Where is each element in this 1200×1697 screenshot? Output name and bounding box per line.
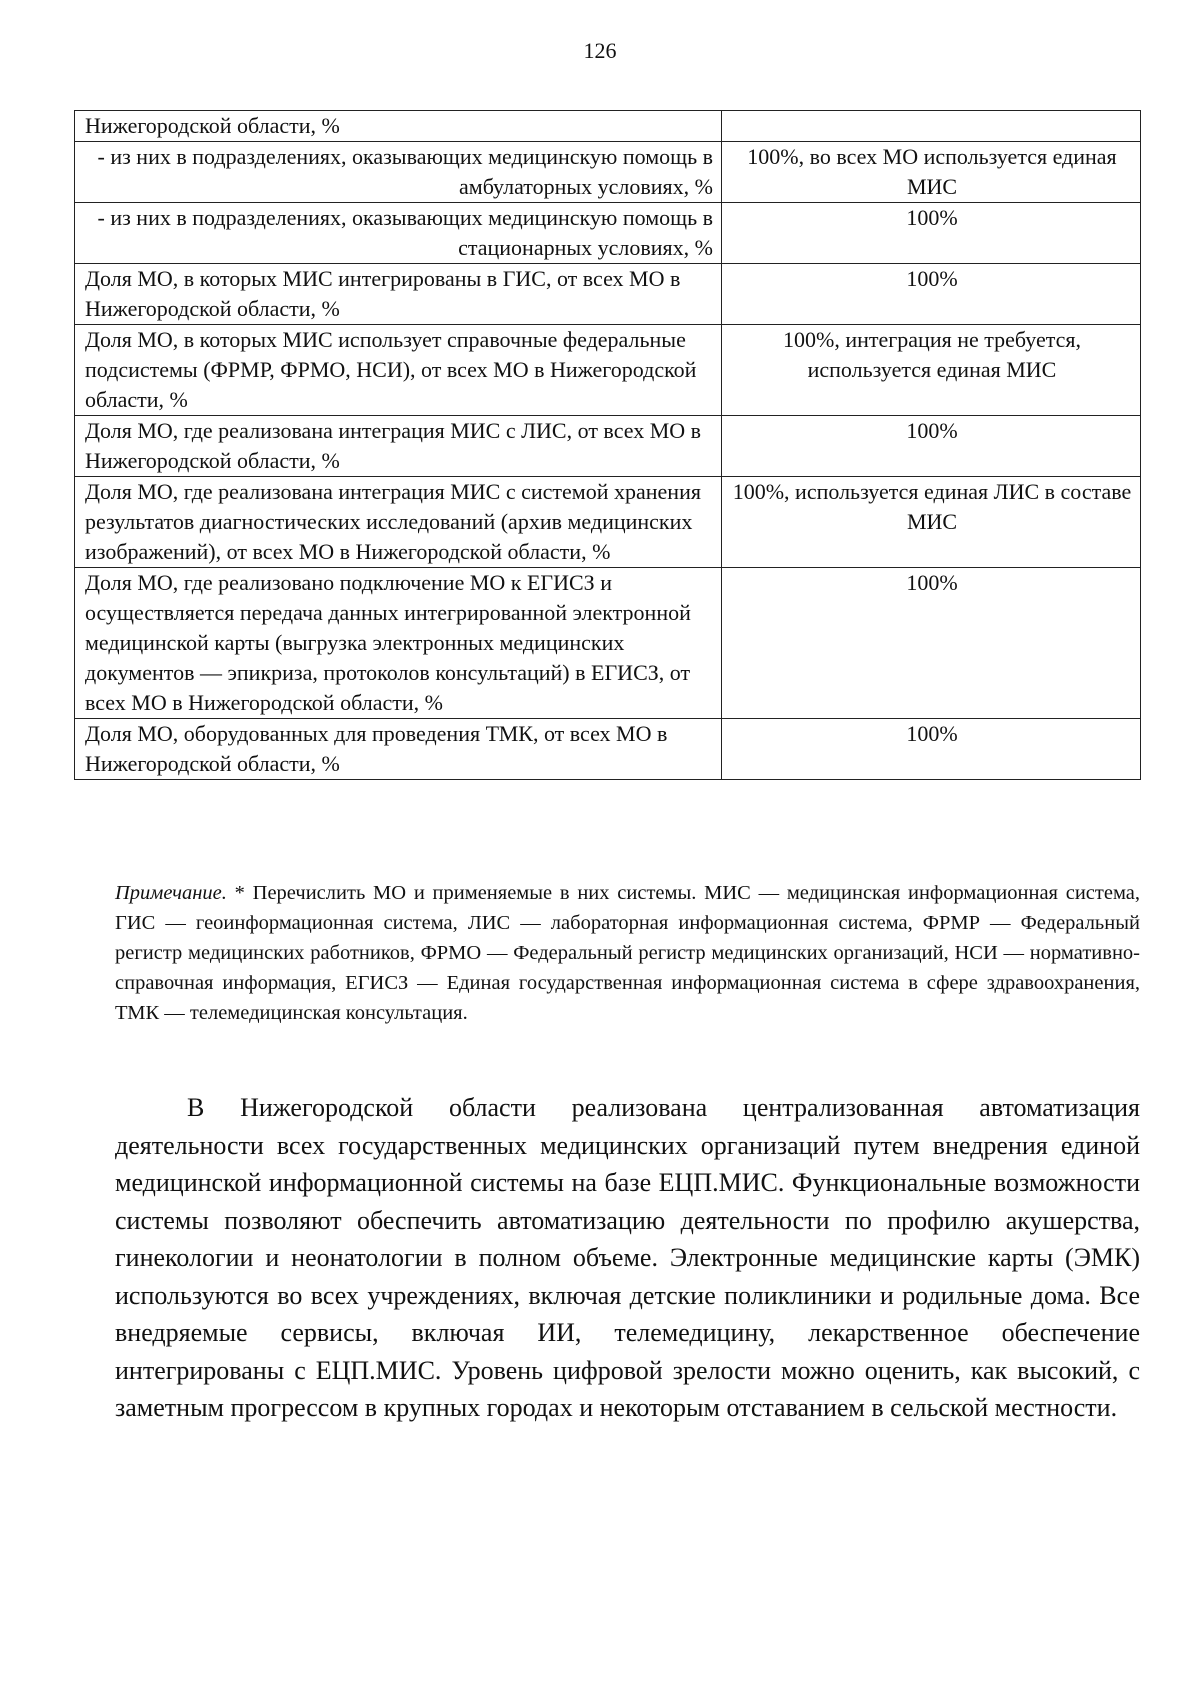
value-cell: 100% — [722, 719, 1141, 780]
value-cell: 100% — [722, 568, 1141, 719]
page-number: 126 — [583, 38, 617, 63]
value-cell: 100%, во всех МО используется единая МИС — [722, 142, 1141, 203]
indicator-cell: Нижегородской области, % — [75, 111, 722, 142]
indicators-table — [74, 110, 1141, 780]
indicator-cell: Доля МО, где реализована интеграция МИС с ЛИС, от всех МО в Нижегородской области, % — [75, 416, 722, 477]
indicator-cell: Доля МО, оборудованных для проведения ТМК, от всех МО в Нижегородской области, % — [75, 719, 722, 780]
indicator-cell: Доля МО, в которых МИС интегрированы в ГИС, от всех МО в Нижегородской области, % — [75, 264, 722, 325]
value-cell: 100% — [722, 264, 1141, 325]
table-row — [75, 719, 1141, 780]
indicator-cell: - из них в подразделениях, оказывающих медицинскую помощь в стационарных условиях, % — [75, 203, 722, 264]
indicator-cell: Доля МО, где реализовано подключение МО к ЕГИСЗ и осуществляется передача данных интегрированной электронной медицинской карты (выгрузка электронных медицинских документов — эпикриза, протоколов консультаций) в ЕГИСЗ, от всех МО в Нижегородской области, % — [75, 568, 722, 719]
table-row — [75, 416, 1141, 477]
table-row — [75, 325, 1141, 416]
value-cell: 100%, интеграция не требуется, используется единая МИС — [722, 325, 1141, 416]
table-row — [75, 568, 1141, 719]
table-row — [75, 203, 1141, 264]
value-cell: 100%, используется единая ЛИС в составе МИС — [722, 477, 1141, 568]
value-cell: 100% — [722, 203, 1141, 264]
note-label: Примечание. — [115, 882, 227, 904]
indicator-cell: Доля МО, в которых МИС использует справочные федеральные подсистемы (ФРМР, ФРМО, НСИ), от всех МО в Нижегородской области, % — [75, 325, 722, 416]
table-note — [115, 878, 1140, 1028]
table-row — [75, 142, 1141, 203]
body-paragraph: В Нижегородской области реализована централизованная автоматизация деятельности всех государственных медицинских организаций путем внедрения единой медицинской информационной системы на базе ЕЦП.МИС. Функциональные возможности системы позволяют обеспечить автоматизацию деятельности по профилю акушерства, гинекологии и неонатологии в полном объеме. Электронные медицинские карты (ЭМК) используются во всех учреждениях, включая детские поликлиники и родильные дома. Все внедряемые сервисы, включая ИИ, телемедицину, лекарственное обеспечение интегрированы с ЕЦП.МИС. Уровень цифровой зрелости можно оценить, как высокий, с заметным прогрессом в крупных городах и некоторым отставанием в сельской местности. — [115, 1093, 1140, 1422]
table-row — [75, 264, 1141, 325]
table-row — [75, 111, 1141, 142]
table-row — [75, 477, 1141, 568]
indicators-table-body — [75, 111, 1141, 780]
value-cell — [722, 111, 1141, 142]
indicator-cell: - из них в подразделениях, оказывающих медицинскую помощь в амбулаторных условиях, % — [75, 142, 722, 203]
note-text: * Перечислить МО и применяемые в них системы. МИС — медицинская информационная система, ГИС — геоинформационная система, ЛИС — лабораторная информационная система, ФРМР — Федеральный регистр медицинских работников, ФРМО — Федеральный регистр медицинских организаций, НСИ — нормативно-справочная информация, ЕГИСЗ — Единая государственная информационная система в сфере здравоохранения, ТМК — телемедицинская консультация. — [115, 882, 1141, 1024]
indicator-cell: Доля МО, где реализована интеграция МИС с системой хранения результатов диагностических исследований (архив медицинских изображений), от всех МО в Нижегородской области, % — [75, 477, 722, 568]
value-cell: 100% — [722, 416, 1141, 477]
